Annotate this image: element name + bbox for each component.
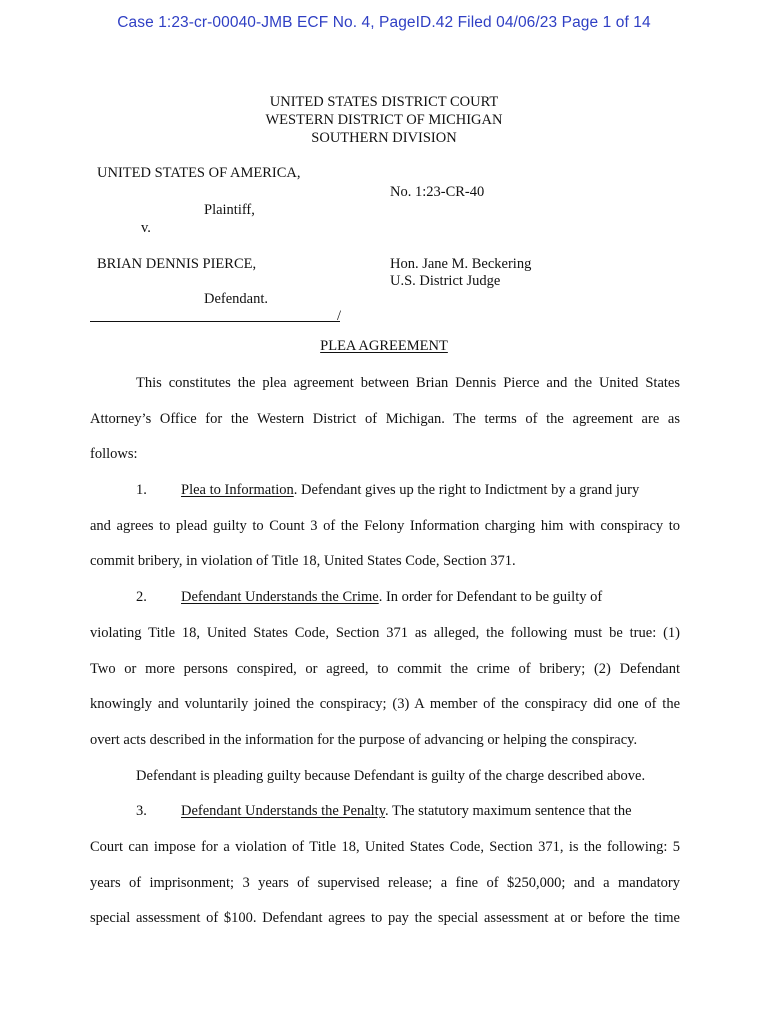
section-2-line-2: violating Title 18, United States Code, Section 371 as alleged, the following must be true: (1) xyxy=(90,624,680,641)
defendant-name: BRIAN DENNIS PIERCE, xyxy=(97,256,257,272)
section-3-number: 3. xyxy=(136,803,147,820)
intro-line-3: follows: xyxy=(90,446,138,463)
section-2-line-1 xyxy=(90,580,680,616)
section-2-heading: Defendant Understands the Crime xyxy=(181,589,379,606)
court-division: SOUTHERN DIVISION xyxy=(311,130,457,146)
plaintiff-role: Plaintiff, xyxy=(204,202,255,218)
ecf-filing-header: Case 1:23-cr-00040-JMB ECF No. 4, PageID.42 Filed 04/06/23 Page 1 of 14 xyxy=(117,14,651,31)
section-3-heading: Defendant Understands the Penalty xyxy=(181,803,386,820)
court-district: WESTERN DISTRICT OF MICHIGAN xyxy=(265,112,503,128)
section-2-line-4: knowingly and voluntarily joined the conspiracy; (3) A member of the conspiracy did one of the xyxy=(90,696,680,713)
section-3-line-1 xyxy=(90,794,680,830)
section-1-line-2: and agrees to plead guilty to Count 3 of the Felony Information charging him with conspiracy to xyxy=(90,517,680,534)
document-title-text: PLEA AGREEMENT xyxy=(320,338,448,354)
section-1-number: 1. xyxy=(136,482,147,499)
section-2-line-5: overt acts described in the information for the purpose of advancing or helping the conspiracy. xyxy=(90,731,638,748)
section-1-line-3: commit bribery, in violation of Title 18, United States Code, Section 371. xyxy=(90,553,516,570)
section-2-number: 2. xyxy=(136,589,147,606)
section-2-line-3: Two or more persons conspired, or agreed, to commit the crime of bribery; (2) Defendant xyxy=(90,660,680,677)
section-1-line-1 xyxy=(90,473,680,509)
versus: v. xyxy=(141,220,151,236)
section-3-text: . The statutory maximum sentence that the xyxy=(385,803,632,820)
section-1-text: . Defendant gives up the right to Indictment by a grand jury xyxy=(293,482,640,499)
plaintiff-name: UNITED STATES OF AMERICA, xyxy=(97,165,301,181)
case-number: No. 1:23-CR-40 xyxy=(390,184,485,200)
section-3-line-2: Court can impose for a violation of Title 18, United States Code, Section 371, is the following: 5 xyxy=(90,838,680,855)
section-2-line-6: Defendant is pleading guilty because Defendant is guilty of the charge described above. xyxy=(136,767,646,784)
document-title xyxy=(0,338,768,355)
section-3-line-3: years of imprisonment; 3 years of supervised release; a fine of $250,000; and a mandatory xyxy=(90,874,680,891)
document-body xyxy=(90,366,680,937)
section-1-heading: Plea to Information xyxy=(181,482,294,499)
section-2-text: . In order for Defendant to be guilty of xyxy=(378,589,603,606)
judge-title: U.S. District Judge xyxy=(390,273,501,289)
court-name: UNITED STATES DISTRICT COURT xyxy=(269,94,499,110)
defendant-role: Defendant. xyxy=(204,291,269,307)
intro-line-1: This constitutes the plea agreement between Brian Dennis Pierce and the United States xyxy=(136,375,680,391)
caption-rule xyxy=(90,321,340,322)
judge-name: Hon. Jane M. Beckering xyxy=(390,256,532,272)
caption-slash: / xyxy=(337,308,342,324)
court-heading xyxy=(0,93,768,147)
section-3-line-4: special assessment of $100. Defendant agrees to pay the special assessment at or before the time xyxy=(90,910,680,927)
intro-line-2: Attorney’s Office for the Western District of Michigan. The terms of the agreement are as xyxy=(90,410,680,427)
